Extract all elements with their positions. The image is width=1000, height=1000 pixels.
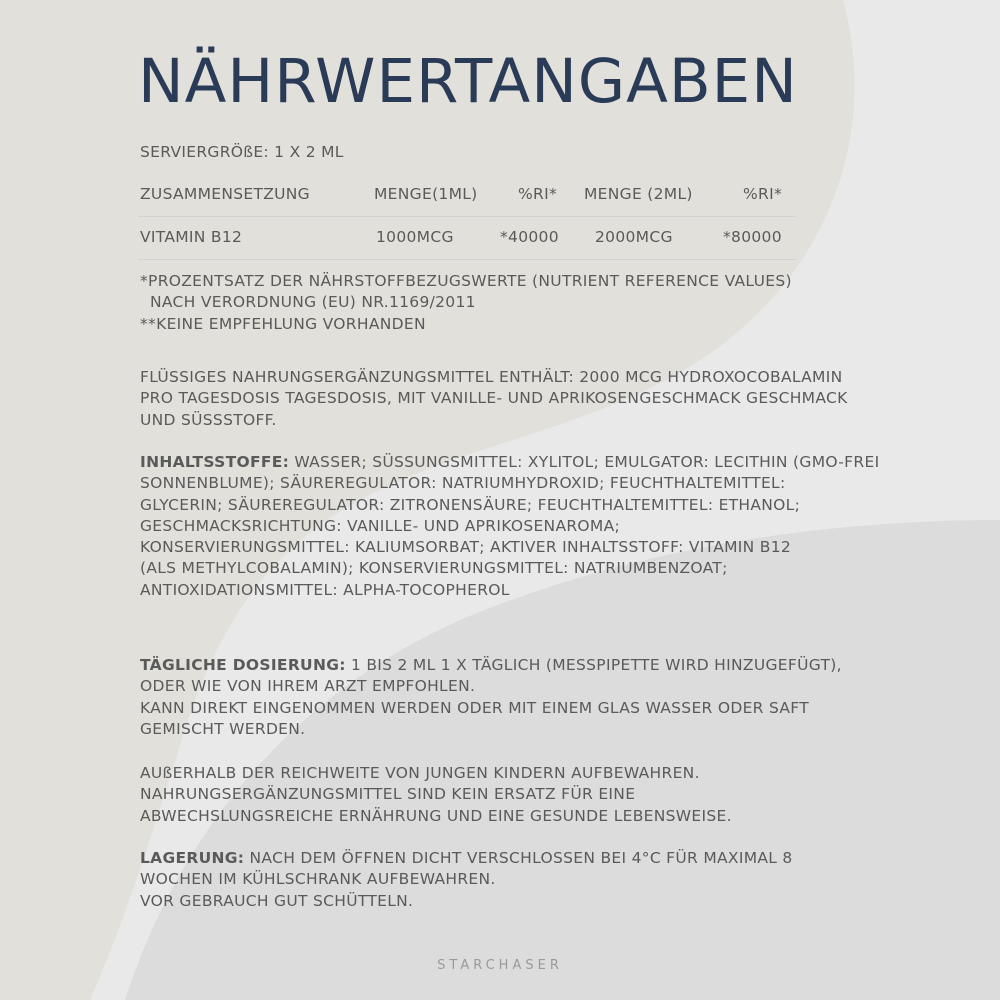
ingredients-line: ANTIOXIDATIONSMITTEL: ALPHA-TOCOPHEROL bbox=[140, 580, 510, 599]
warning-line: NAHRUNGSERGÄNZUNGSMITTEL SIND KEIN ERSATZ FÜR EINE bbox=[140, 785, 636, 804]
dosage-line: ODER WIE VON IHREM ARZT EMPFOHLEN. bbox=[140, 677, 476, 696]
header-composition: ZUSAMMENSETZUNG bbox=[140, 185, 310, 203]
cell-amount-1ml: 1000MCG bbox=[376, 228, 454, 246]
ingredients-line: SONNENBLUME); SÄUREREGULATOR: NATRIUMHYDROXID; FEUCHTHALTEMITTEL: bbox=[140, 474, 786, 493]
description-line: UND SÜSSSTOFF. bbox=[140, 410, 277, 429]
ingredients-label: INHALTSSTOFFE: bbox=[140, 453, 290, 471]
cell-nutrient: VITAMIN B12 bbox=[140, 228, 243, 246]
footnote-line: NACH VERORDNUNG (EU) NR.1169/2011 bbox=[150, 293, 476, 312]
ingredients-line: GLYCERIN; SÄUREREGULATOR: ZITRONENSÄURE; FEUCHTHALTEMITTEL: ETHANOL; bbox=[140, 495, 801, 514]
header-amount-2ml: MENGE (2ML) bbox=[584, 185, 693, 203]
ingredients-section bbox=[140, 452, 900, 601]
cell-amount-2ml: 2000MCG bbox=[595, 228, 673, 246]
ingredients-line: KONSERVIERUNGSMITTEL: KALIUMSORBAT; AKTIVER INHALTSSTOFF: VITAMIN B12 bbox=[140, 538, 792, 557]
page-title: NÄHRWERTANGABEN bbox=[138, 46, 798, 117]
dosage-label: TÄGLICHE DOSIERUNG: bbox=[140, 656, 346, 674]
dosage-line: GEMISCHT WERDEN. bbox=[140, 719, 306, 738]
warning-line: AUßERHALB DER REICHWEITE VON JUNGEN KINDERN AUFBEWAHREN. bbox=[140, 764, 700, 782]
header-ri-1ml: %RI* bbox=[518, 185, 558, 203]
footnote-line: *PROZENTSATZ DER NÄHRSTOFFBEZUGSWERTE (NUTRIENT REFERENCE VALUES) bbox=[140, 272, 792, 290]
cell-ri-1ml: *40000 bbox=[500, 228, 559, 246]
nutrition-table bbox=[138, 174, 796, 260]
ingredients-line: GESCHMACKSRICHTUNG: VANILLE- UND APRIKOSENAROMA; bbox=[140, 516, 621, 535]
description-line: FLÜSSIGES NAHRUNGSERGÄNZUNGSMITTEL ENTHÄLT: 2000 MCG HYDROXOCOBALAMIN bbox=[140, 368, 843, 386]
warning-section bbox=[140, 763, 900, 827]
header-amount-1ml: MENGE(1ML) bbox=[374, 185, 478, 203]
dosage-line: KANN DIREKT EINGENOMMEN WERDEN ODER MIT EINEM GLAS WASSER ODER SAFT bbox=[140, 698, 810, 717]
dosage-line: 1 BIS 2 ML 1 X TÄGLICH (MESSPIPETTE WIRD HINZUGEFÜGT), bbox=[345, 656, 842, 674]
description-line: PRO TAGESDOSIS TAGESDOSIS, MIT VANILLE- UND APRIKOSENGESCHMACK GESCHMACK bbox=[140, 389, 848, 408]
brand-logo-text: STARCHASER bbox=[437, 958, 563, 973]
header-ri-2ml: %RI* bbox=[743, 185, 783, 203]
table-header-row bbox=[138, 174, 796, 216]
table-row bbox=[138, 216, 796, 260]
dosage-section bbox=[140, 655, 900, 740]
warning-line: ABWECHSLUNGSREICHE ERNÄHRUNG UND EINE GESUNDE LEBENSWEISE. bbox=[140, 806, 732, 825]
ingredients-line: WASSER; SÜSSUNGSMITTEL: XYLITOL; EMULGATOR: LECITHIN (GMO-FREI bbox=[289, 453, 880, 471]
storage-line: VOR GEBRAUCH GUT SCHÜTTELN. bbox=[140, 891, 414, 910]
serving-size: SERVIERGRÖßE: 1 X 2 ML bbox=[140, 143, 344, 161]
footnotes bbox=[140, 271, 900, 335]
storage-line: NACH DEM ÖFFNEN DICHT VERSCHLOSSEN BEI 4°C FÜR MAXIMAL 8 bbox=[244, 849, 793, 867]
ingredients-line: (ALS METHYLCOBALAMIN); KONSERVIERUNGSMITTEL: NATRIUMBENZOAT; bbox=[140, 559, 728, 578]
storage-label: LAGERUNG: bbox=[140, 849, 245, 867]
storage-section bbox=[140, 848, 900, 912]
cell-ri-2ml: *80000 bbox=[723, 228, 782, 246]
footnote-line: **KEINE EMPFEHLUNG VORHANDEN bbox=[140, 314, 426, 333]
product-description bbox=[140, 367, 900, 431]
storage-line: WOCHEN IM KÜHLSCHRANK AUFBEWAHREN. bbox=[140, 870, 496, 889]
